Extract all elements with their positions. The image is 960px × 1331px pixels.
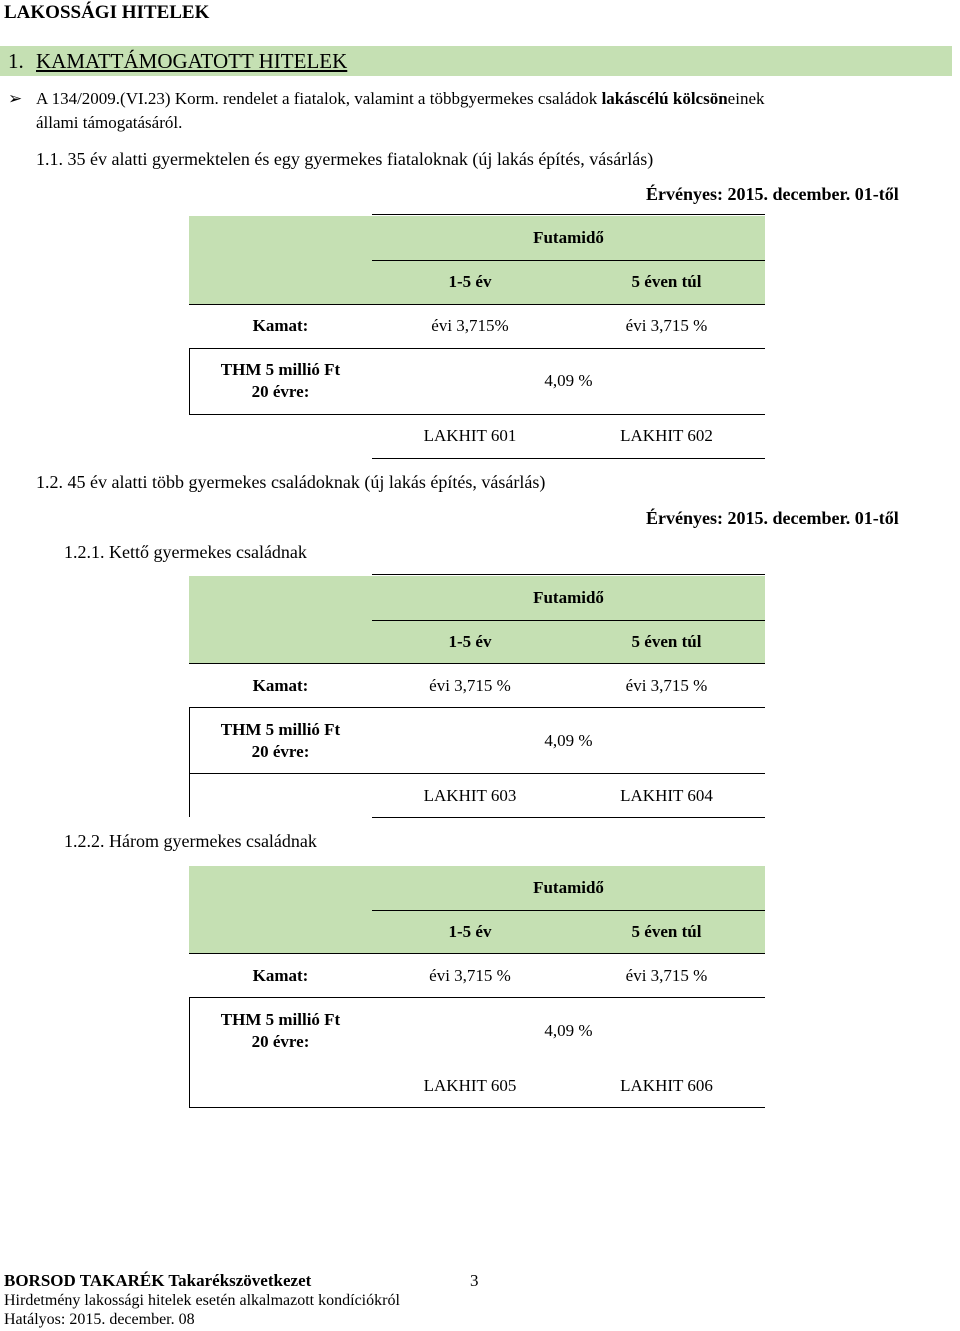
section-header [0, 46, 952, 76]
col-5-even-tul: 5 éven túl [631, 632, 702, 651]
page-number: 3 [470, 1271, 479, 1290]
kamat-label: Kamat: [252, 676, 309, 695]
subsection-1-2: 1.2. 45 év alatti több gyermekes családoknak (új lakás építés, vásárlás) [36, 472, 546, 492]
law-line-1-bold: lakáscélú kölcsön [601, 89, 728, 108]
thm-value: 4,09 % [544, 1021, 593, 1040]
footer-organization: BORSOD TAKARÉK Takarékszövetkezet [4, 1271, 312, 1290]
product-code-2: LAKHIT 604 [620, 786, 713, 805]
col-1-5-ev: 1-5 év [448, 272, 492, 291]
thm-label-2: 20 évre: [251, 382, 310, 401]
section-number: 1. [8, 49, 24, 73]
thm-label-2: 20 évre: [251, 742, 310, 761]
document-title: LAKOSSÁGI HITELEK [4, 2, 210, 23]
kamat-value-1: évi 3,715 % [429, 676, 511, 695]
kamat-value-2: évi 3,715 % [625, 966, 708, 985]
law-line-1-prefix: A 134/2009.(VI.23) Korm. rendelet a fiatalok, valamint a többgyermekes családok [36, 89, 598, 108]
product-code-2: LAKHIT 602 [620, 426, 713, 445]
kamat-value-1: évi 3,715 % [429, 966, 511, 985]
kamat-value-2: évi 3,715 % [625, 316, 708, 335]
section-title: KAMATTÁMOGATOTT HITELEK [36, 49, 348, 73]
kamat-label: Kamat: [252, 966, 309, 985]
futamido-header: Futamidő [533, 878, 604, 897]
subsection-1-1: 1.1. 35 év alatti gyermektelen és egy gyermekes fiataloknak (új lakás építés, vásárlás) [36, 149, 654, 169]
futamido-header: Futamidő [533, 588, 604, 607]
col-5-even-tul: 5 éven túl [631, 272, 702, 291]
product-code-2: LAKHIT 606 [620, 1076, 713, 1095]
thm-value: 4,09 % [544, 731, 593, 750]
thm-label-2: 20 évre: [251, 1032, 310, 1051]
law-line-1-suffix: einek [727, 89, 765, 108]
footer-line-3: Hatályos: 2015. december. 08 [4, 1311, 195, 1328]
product-code-1: LAKHIT 605 [423, 1076, 517, 1095]
thm-label-1: THM 5 millió Ft [220, 1010, 341, 1029]
validity-1: Érvényes: 2015. december. 01-től [646, 184, 899, 204]
product-code-1: LAKHIT 601 [423, 426, 517, 445]
thm-label-1: THM 5 millió Ft [220, 720, 341, 739]
thm-label-1: THM 5 millió Ft [220, 360, 341, 379]
product-code-1: LAKHIT 603 [423, 786, 517, 805]
col-1-5-ev: 1-5 év [448, 922, 492, 941]
thm-value: 4,09 % [544, 371, 593, 390]
kamat-value-1: évi 3,715% [431, 316, 509, 335]
col-5-even-tul: 5 éven túl [631, 922, 702, 941]
kamat-label: Kamat: [252, 316, 309, 335]
col-1-5-ev: 1-5 év [448, 632, 492, 651]
footer-line-2: Hirdetmény lakossági hitelek esetén alkalmazott kondíciókról [4, 1292, 400, 1309]
subsection-1-2-2: 1.2.2. Három gyermekes családnak [64, 831, 317, 851]
validity-2: Érvényes: 2015. december. 01-től [646, 508, 899, 528]
subsection-1-2-1: 1.2.1. Kettő gyermekes családnak [64, 542, 307, 562]
futamido-header: Futamidő [533, 228, 604, 247]
law-bullet: ➢ [8, 89, 23, 108]
law-line-2: állami támogatásáról. [36, 113, 183, 132]
law-line-1 [36, 89, 765, 109]
kamat-value-2: évi 3,715 % [625, 676, 708, 695]
